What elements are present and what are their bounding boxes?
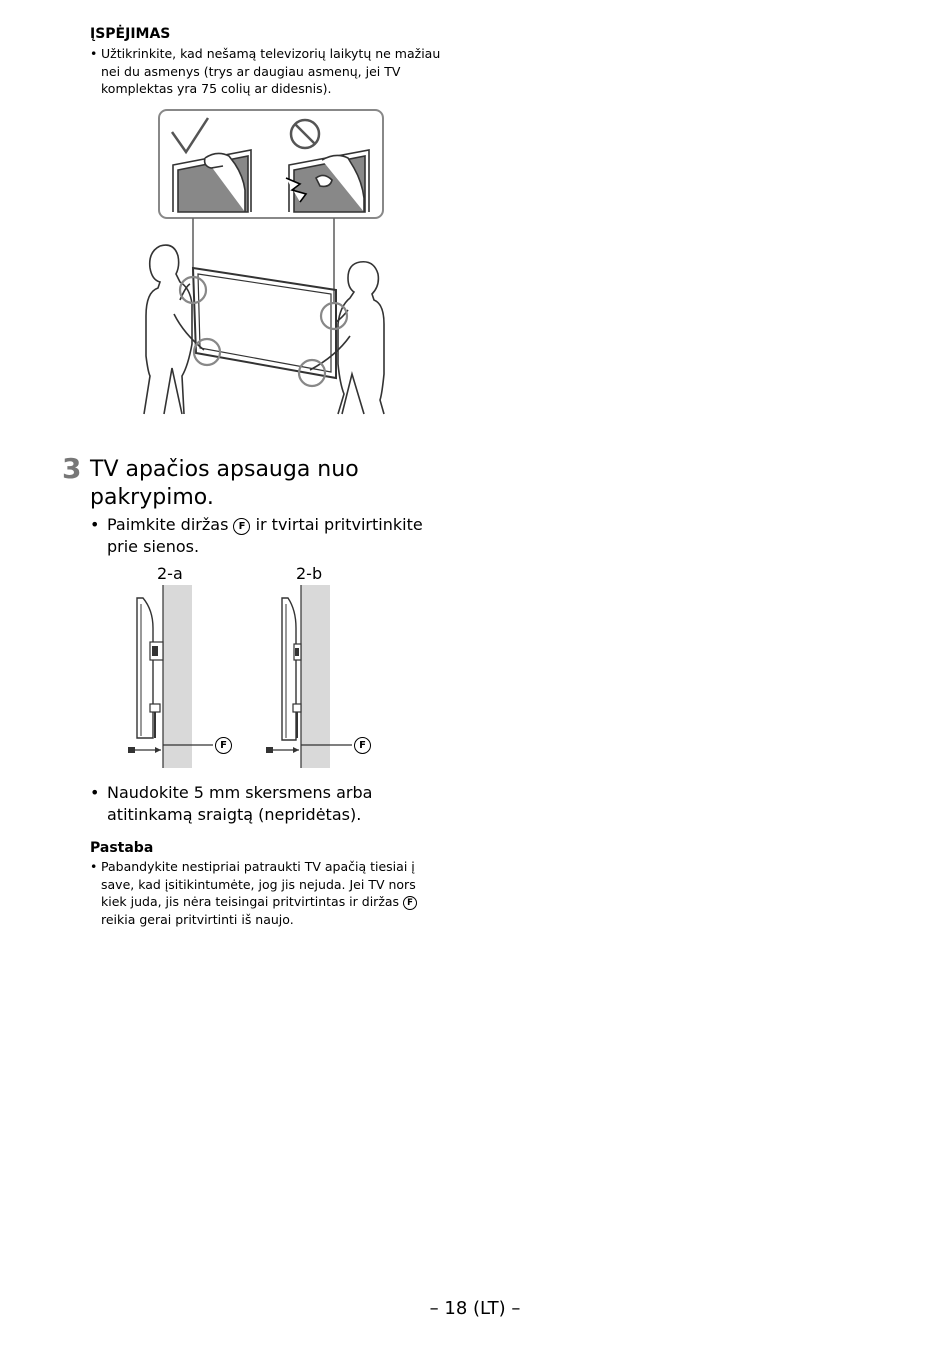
screw-bullets [90, 782, 430, 826]
strap-symbol: F [233, 518, 250, 535]
note-strap-symbol: F [403, 896, 417, 910]
step-number: 3 [62, 452, 82, 485]
diagram-2a [128, 585, 213, 768]
callout-strap-b: F [354, 737, 371, 754]
note-list [90, 858, 420, 928]
note-title: Pastaba [90, 840, 154, 856]
note-item [90, 858, 420, 928]
diagram-b-label: 2-b [296, 564, 323, 583]
diagram-2b [266, 585, 352, 768]
note-item-text-2: reikia gerai pritvirtinti iš naujo. [101, 911, 294, 927]
bullet-strap-text-2: ir tvirtai pritvirtinkite prie sienos. [107, 515, 423, 556]
warning-item: • Užtikrinkite, kad nešamą televizorių laikytų ne mažiau nei du asmenys (trys ar daugiau asmenų, jei TV komplektas yra 75 colių ar didesnis). [90, 45, 450, 98]
diagram-a-label: 2-a [157, 564, 183, 583]
warning-title: ĮSPĖJIMAS [90, 26, 171, 42]
bullet-screw: • Naudokite 5 mm skersmens arba atitinkamą sraigtą (nepridėtas). [90, 782, 430, 826]
step-title: TV apačios apsauga nuo pakrypimo. [90, 457, 359, 510]
callout-strap-a: F [215, 737, 232, 754]
page-number: – 18 (LT) – [429, 1298, 521, 1319]
bullet-strap-text-1: Paimkite diržas [107, 515, 234, 534]
note-item-text-1: Pabandykite nestipriai patraukti TV apačią tiesiai į save, kad įsitikintumėte, jog jis nejuda. Jei TV nors kiek juda, jis nėra teisingai pritvirtintas ir diržas [101, 859, 416, 909]
